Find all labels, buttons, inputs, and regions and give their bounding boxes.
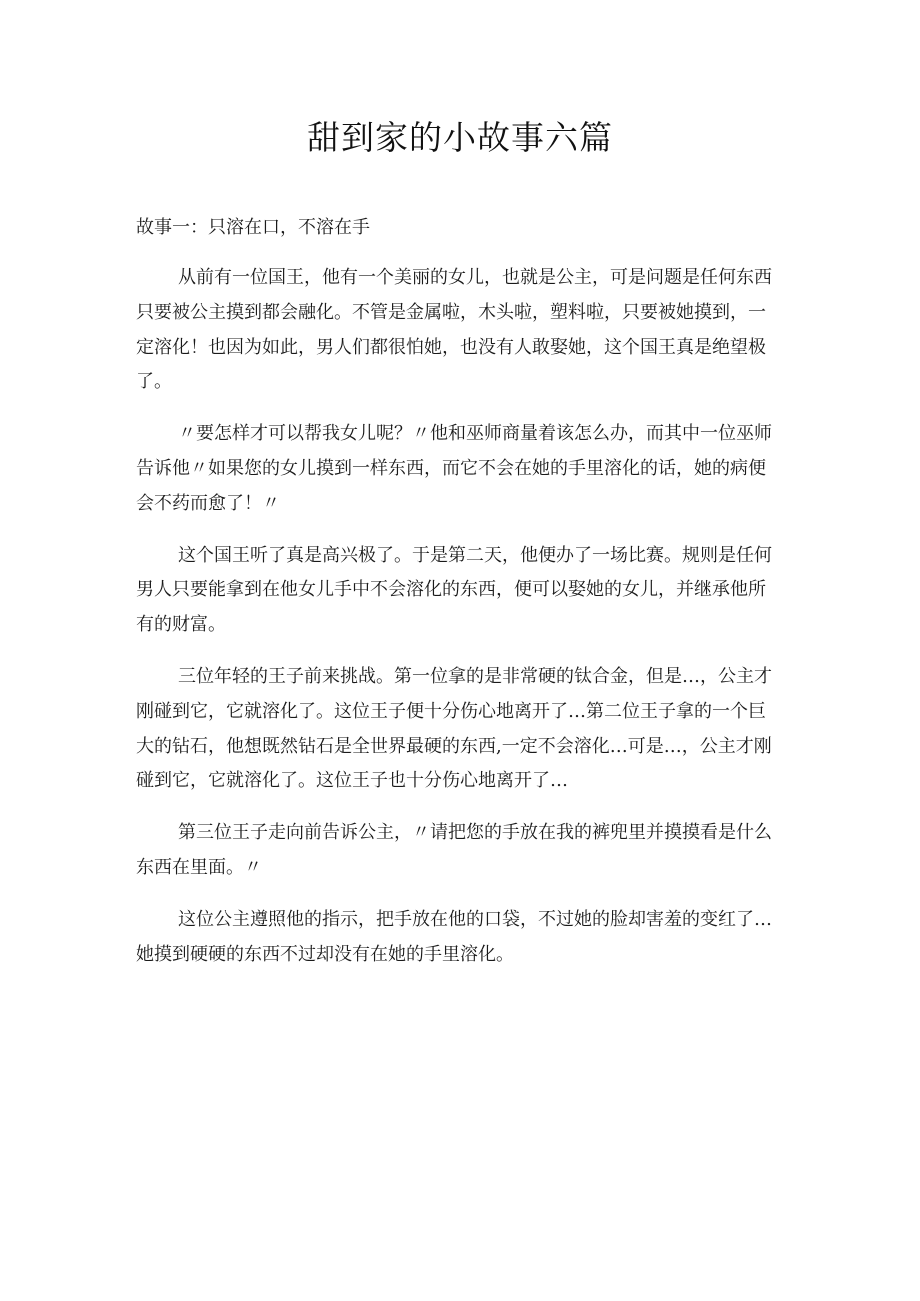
paragraph <box>136 261 790 400</box>
paragraph-line: 第三位王子走向前告诉公主，〃请把您的手放在我的裤兜里并摸摸看是什么 <box>178 822 772 844</box>
paragraph-line: 三位年轻的王子前来挑战。第一位拿的是非常硬的钛合金，但是…，公主才 <box>178 665 772 687</box>
paragraph-line: 男人只要能拿到在他女儿手中不会溶化的东西，便可以娶她的女儿，并继承他所 <box>136 579 766 601</box>
paragraph-line: 她摸到硬硬的东西不过却没有在她的手里溶化。 <box>136 943 514 965</box>
paragraph-line: 从前有一位国王，他有一个美丽的女儿，也就是公主，可是问题是任何东西 <box>178 267 772 288</box>
story-body <box>136 261 790 989</box>
story-heading: 故事一：只溶在口，不溶在手 <box>136 217 370 238</box>
paragraph-line: 东西在里面。〃 <box>136 856 262 878</box>
document-title: 甜到家的小故事六篇 <box>307 118 613 157</box>
paragraph-line: 了。 <box>136 371 172 393</box>
paragraph-line: 〃要怎样才可以帮我女儿呢？〃他和巫师商量着该怎么办，而其中一位巫师 <box>178 423 772 445</box>
paragraph-line: 刚碰到它，它就溶化了。这位王子便十分伤心地离开了…第二位王子拿的一个巨 <box>136 700 766 722</box>
paragraph-line: 这位公主遵照他的指示，把手放在他的口袋，不过她的脸却害羞的变红了… <box>178 908 772 930</box>
paragraph-line: 大的钻石，他想既然钻石是全世界最硬的东西,一定不会溶化…可是…，公主才刚 <box>136 735 772 757</box>
paragraph <box>136 539 790 643</box>
paragraph-line: 定溶化！也因为如此，男人们都很怕她，也没有人敢娶她，这个国王真是绝望极 <box>136 336 766 358</box>
paragraph <box>136 417 790 521</box>
paragraph-line: 只要被公主摸到都会融化。不管是金属啦，木头啦，塑料啦，只要被她摸到，一 <box>136 301 766 323</box>
paragraph-line: 告诉他〃如果您的女儿摸到一样东西，而它不会在她的手里溶化的话，她的病便 <box>136 457 766 479</box>
paragraph <box>136 816 790 886</box>
paragraph-line: 有的财富。 <box>136 614 226 636</box>
paragraph <box>136 660 790 799</box>
paragraph-line: 碰到它，它就溶化了。这位王子也十分伤心地离开了… <box>136 770 568 792</box>
paragraph-line: 会不药而愈了！〃 <box>136 492 280 514</box>
paragraph <box>136 903 790 973</box>
paragraph-line: 这个国王听了真是高兴极了。于是第二天，他便办了一场比赛。规则是任何 <box>178 544 772 566</box>
